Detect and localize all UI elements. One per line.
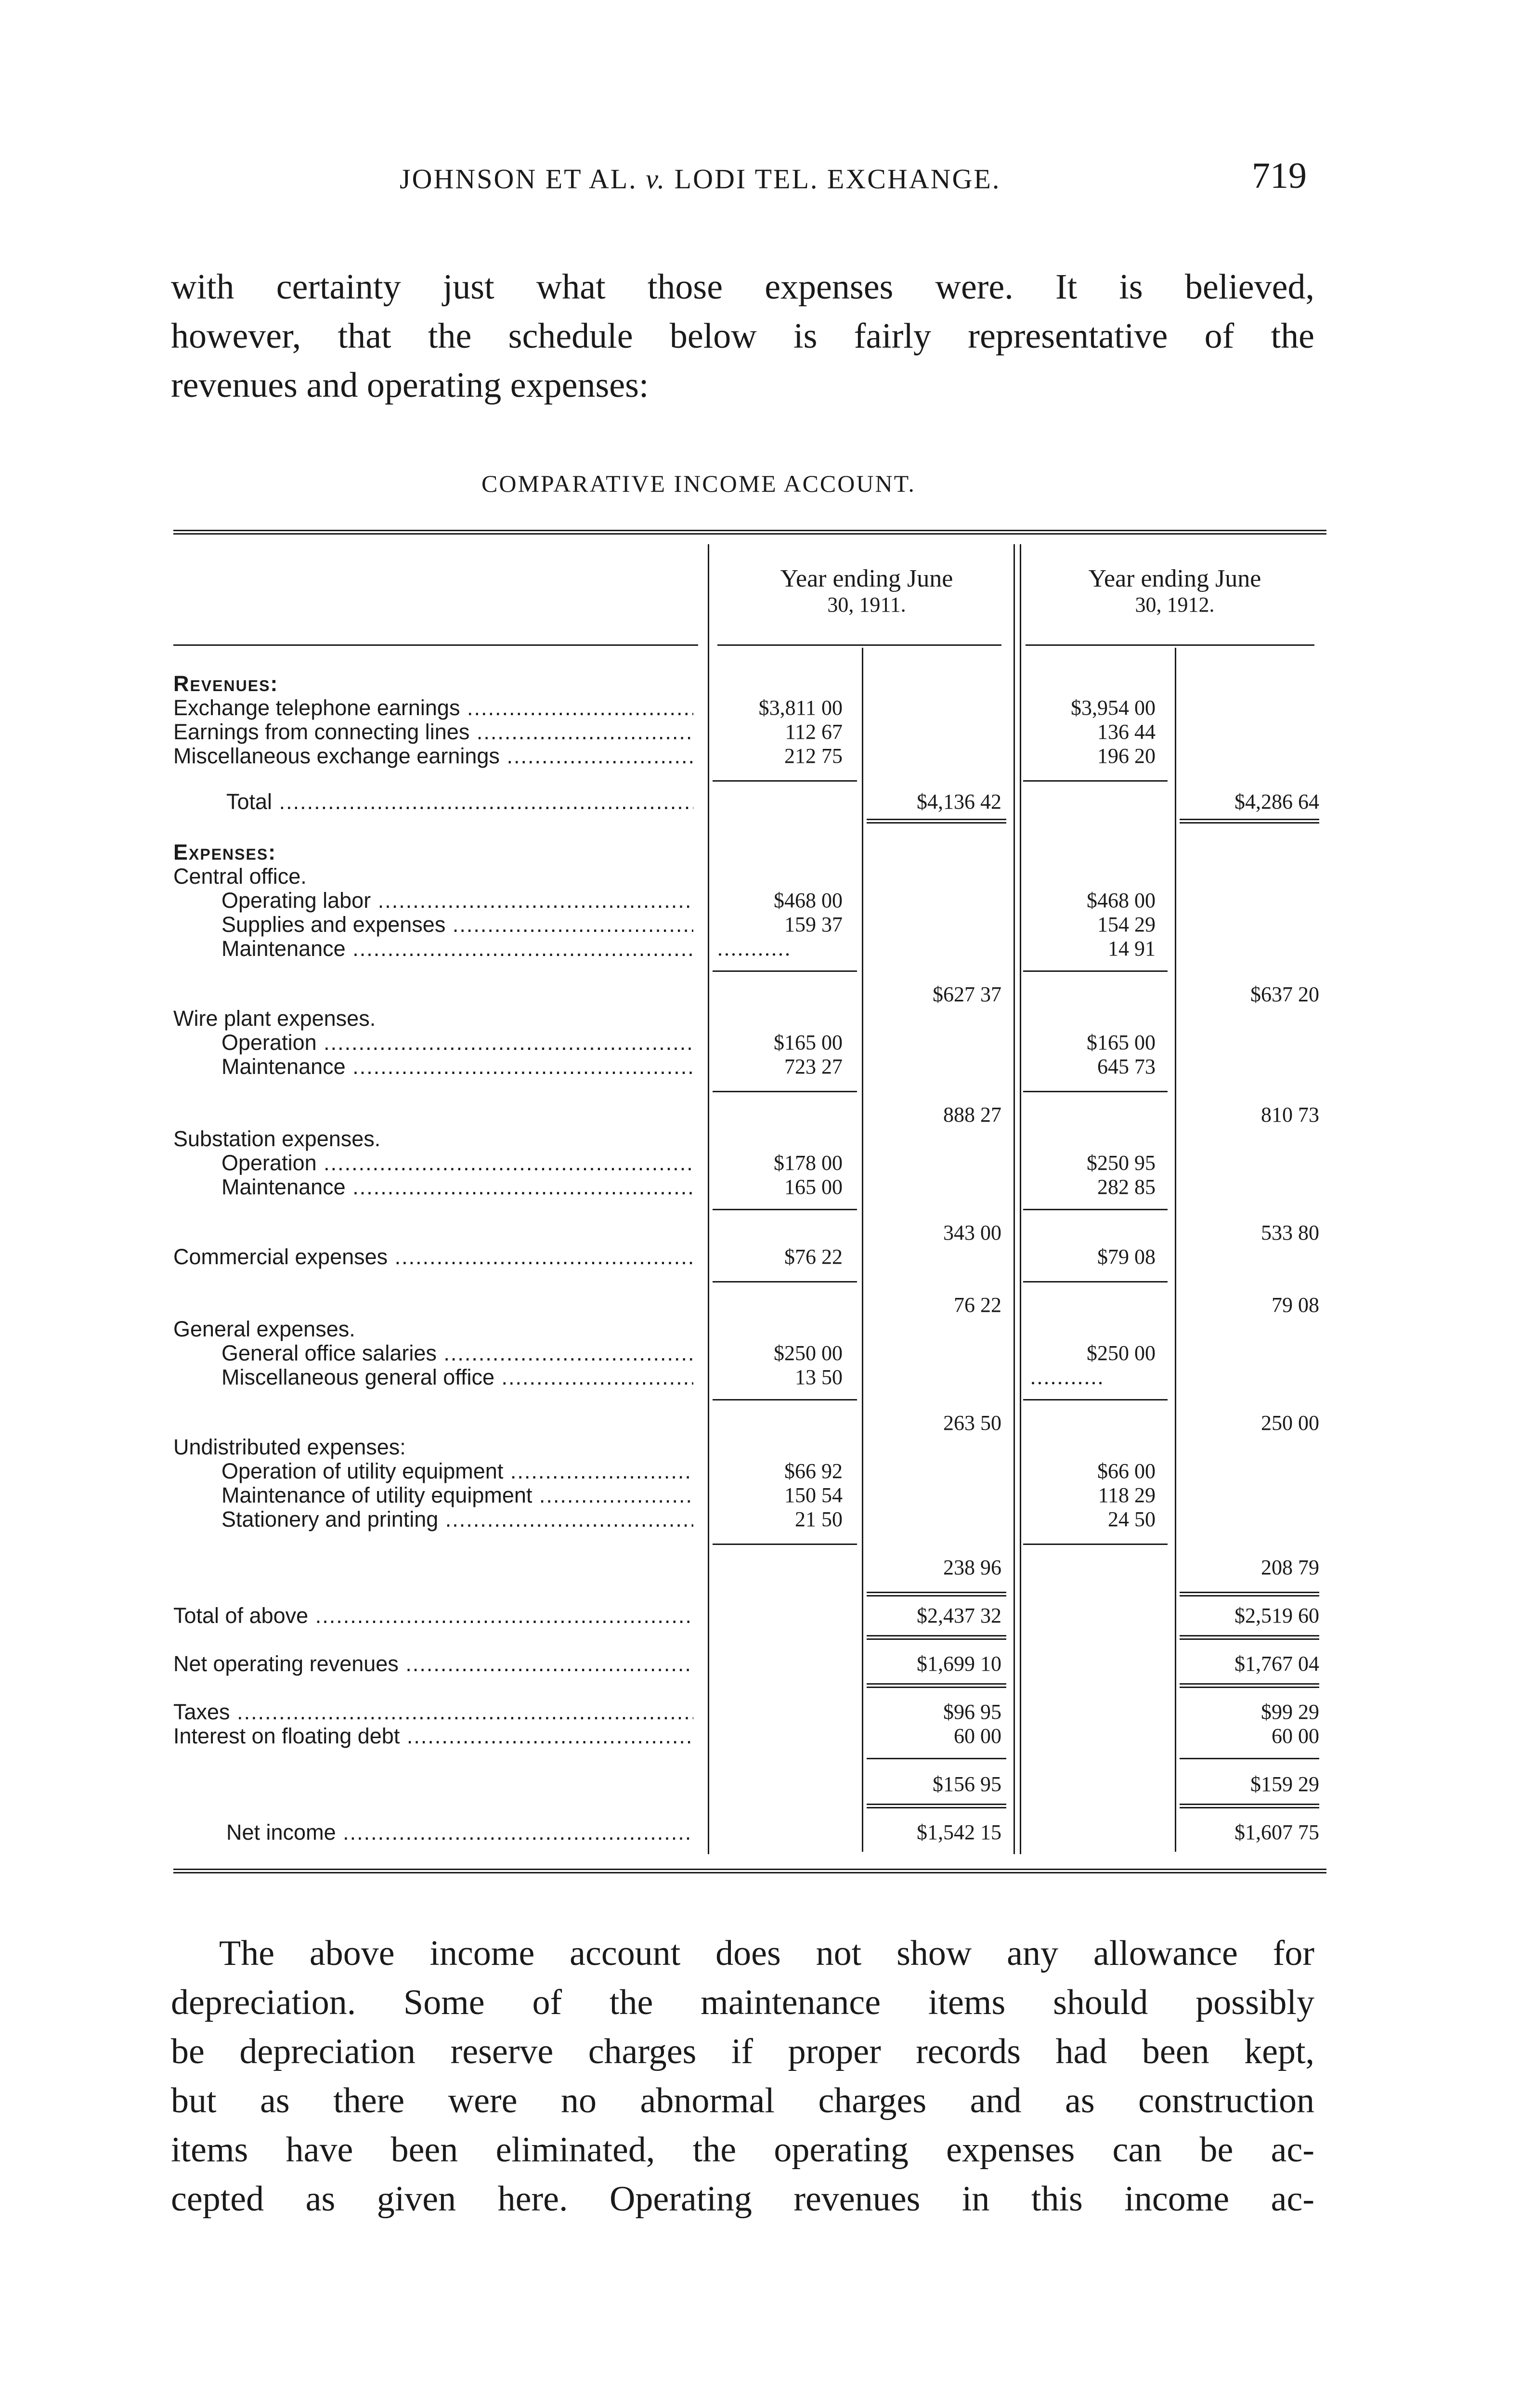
subtotal-rule: [713, 1544, 857, 1545]
row-label: Substation expenses.: [173, 1127, 381, 1151]
value-1912-item: $79 08: [1097, 1245, 1156, 1269]
subtotal-rule: [867, 1758, 1006, 1759]
value-1912-item: $66 00: [1097, 1459, 1156, 1483]
value-1911-total: 888 27: [943, 1103, 1001, 1126]
value-1912-total: $2,519 60: [1234, 1604, 1319, 1627]
row-label: Operating labor .....: [221, 889, 693, 913]
value-1911-total: $4,136 42: [917, 790, 1001, 813]
table-row: [173, 1293, 1329, 1317]
value-1911-total: 238 96: [943, 1556, 1001, 1579]
subtotal-rule: [1023, 970, 1168, 972]
closing-line: items have been eliminated, the operating expenses can be ac-: [171, 2130, 1314, 2170]
row-label: Maintenance of utility equipment .....: [221, 1483, 693, 1507]
table-top-rule: [173, 530, 1326, 535]
subtotal-rule: [1023, 1281, 1168, 1283]
table-row: [173, 840, 1329, 864]
closing-line: The above income account does not show any allowance for: [219, 1934, 1314, 1973]
column-header-1912-line2: 30, 1912.: [1135, 593, 1215, 616]
value-1912-total: $159 29: [1250, 1772, 1319, 1796]
closing-paragraph: [171, 1929, 1314, 2224]
value-1912-total: 810 73: [1261, 1103, 1319, 1126]
column-header-1911-line2: 30, 1911.: [827, 593, 906, 616]
table-row: [173, 864, 1329, 889]
table-row: [173, 744, 1329, 768]
row-label: Undistributed expenses:: [173, 1435, 406, 1459]
value-1912-total: 60 00: [1272, 1724, 1319, 1748]
value-1911-total: 343 00: [943, 1221, 1001, 1244]
table-row: [173, 1652, 1329, 1676]
table-row: [173, 696, 1329, 720]
total-double-rule: [867, 1804, 1006, 1808]
value-1912-item: $165 00: [1087, 1031, 1156, 1054]
table-row: [173, 1175, 1329, 1199]
row-label: Taxes .....: [173, 1700, 693, 1724]
table-row: [173, 1820, 1329, 1845]
total-double-rule: [1180, 1683, 1319, 1688]
total-double-rule: [867, 1683, 1006, 1688]
total-double-rule: [1180, 819, 1319, 824]
running-head-left: JOHNSON ET AL.: [400, 163, 637, 195]
table-row: [173, 1772, 1329, 1796]
table-row: [173, 913, 1329, 937]
column-header-1912-line1: Year ending June: [1088, 565, 1261, 592]
value-1912-total: $1,607 75: [1234, 1820, 1319, 1844]
table-row: [173, 1221, 1329, 1245]
row-label: Expenses:: [173, 840, 277, 864]
total-double-rule: [867, 1635, 1006, 1640]
table-row: [173, 720, 1329, 744]
row-label: Net income .....: [226, 1820, 693, 1845]
table-row: [173, 1055, 1329, 1079]
row-label: Stationery and printing .....: [221, 1507, 693, 1531]
page-number: 719: [1252, 156, 1307, 196]
value-1912-total: $4,286 64: [1234, 790, 1319, 813]
value-1911-item: 723 27: [784, 1055, 843, 1078]
total-double-rule: [1180, 1592, 1319, 1597]
row-label: Miscellaneous general office .....: [221, 1365, 693, 1389]
table-row: [173, 1604, 1329, 1628]
row-label: Net operating revenues .....: [173, 1652, 693, 1676]
blank-value-dots: ...........: [1030, 1365, 1104, 1389]
table-row: [173, 1007, 1329, 1031]
closing-line: be depreciation reserve charges if proper records had been kept,: [171, 2032, 1314, 2071]
subtotal-rule: [713, 1399, 857, 1400]
running-head: [400, 163, 1000, 195]
value-1912-total: 533 80: [1261, 1221, 1319, 1244]
table-row: [173, 937, 1329, 961]
table-row: [173, 1365, 1329, 1389]
value-1911-total: $156 95: [933, 1772, 1001, 1796]
value-1911-item: $165 00: [774, 1031, 843, 1054]
table-row: [173, 1700, 1329, 1724]
header-rule: [1026, 644, 1314, 646]
table-row: [173, 1031, 1329, 1055]
row-label: Maintenance .....: [221, 1055, 693, 1079]
row-label: Miscellaneous exchange earnings .....: [173, 744, 693, 768]
row-label: Revenues:: [173, 672, 279, 696]
value-1911-total: $2,437 32: [917, 1604, 1001, 1627]
row-label: Operation .....: [221, 1031, 693, 1055]
row-label: Exchange telephone earnings .....: [173, 696, 693, 720]
intro-paragraph: [171, 262, 1314, 410]
intro-line: revenues and operating expenses:: [171, 366, 649, 405]
subtotal-rule: [713, 970, 857, 972]
value-1912-item: 118 29: [1098, 1483, 1156, 1507]
row-label: Maintenance .....: [221, 937, 693, 961]
value-1911-total: $627 37: [933, 982, 1001, 1006]
table-row: [173, 1556, 1329, 1580]
running-head-right: LODI TEL. EXCHANGE.: [674, 163, 1001, 195]
table-row: [173, 1507, 1329, 1531]
value-1912-total: $637 20: [1250, 982, 1319, 1006]
table-row: [173, 1127, 1329, 1151]
closing-line: but as there were no abnormal charges and as construction: [171, 2081, 1314, 2120]
value-1911-item: 150 54: [784, 1483, 843, 1507]
subtotal-rule: [713, 1281, 857, 1283]
value-1911-total: $96 95: [943, 1700, 1001, 1724]
value-1912-item: 645 73: [1097, 1055, 1156, 1078]
value-1911-item: $66 92: [784, 1459, 843, 1483]
value-1911-total: 76 22: [954, 1293, 1001, 1317]
value-1912-item: 136 44: [1097, 720, 1156, 744]
subtotal-rule: [1180, 1758, 1319, 1759]
row-label: Wire plant expenses.: [173, 1007, 376, 1031]
value-1911-item: 212 75: [784, 744, 843, 768]
value-1912-total: 79 08: [1272, 1293, 1319, 1317]
value-1911-item: 159 37: [784, 913, 843, 936]
row-label: Commercial expenses .....: [173, 1245, 693, 1269]
total-double-rule: [867, 1592, 1006, 1597]
table-row: [173, 672, 1329, 696]
value-1912-total: $1,767 04: [1234, 1652, 1319, 1675]
row-label: Maintenance .....: [221, 1175, 693, 1199]
table-row: [173, 1724, 1329, 1748]
row-label: Total of above .....: [173, 1604, 693, 1628]
subtotal-rule: [713, 780, 857, 782]
table-title: COMPARATIVE INCOME ACCOUNT.: [481, 470, 916, 497]
subtotal-rule: [713, 1091, 857, 1092]
blank-value-dots: ...........: [717, 937, 792, 960]
intro-line: with certainty just what those expenses were. It is believed,: [171, 267, 1314, 307]
table-row: [173, 1103, 1329, 1127]
value-1911-item: $468 00: [774, 889, 843, 912]
table-row: [173, 889, 1329, 913]
value-1911-total: 60 00: [954, 1724, 1001, 1748]
table-row: [173, 1459, 1329, 1483]
row-label: General office salaries .....: [221, 1341, 693, 1365]
value-1912-item: 14 91: [1108, 937, 1156, 960]
value-1911-item: $76 22: [784, 1245, 843, 1269]
value-1912-item: $3,954 00: [1071, 696, 1156, 720]
total-double-rule: [1180, 1635, 1319, 1640]
subtotal-rule: [713, 1209, 857, 1210]
column-header-1912: [1026, 566, 1324, 618]
value-1912-total: $99 29: [1261, 1700, 1319, 1724]
value-1911-item: 13 50: [795, 1365, 843, 1389]
row-label: Earnings from connecting lines .....: [173, 720, 693, 744]
value-1911-item: 165 00: [784, 1175, 843, 1199]
row-label: Central office.: [173, 864, 307, 889]
subtotal-rule: [1023, 1209, 1168, 1210]
row-label: Total .....: [226, 790, 693, 814]
header-rule: [717, 644, 1001, 646]
subtotal-rule: [1023, 1091, 1168, 1092]
value-1911-item: 112 67: [785, 720, 843, 744]
value-1912-total: 208 79: [1261, 1556, 1319, 1579]
value-1912-item: 196 20: [1097, 744, 1156, 768]
subtotal-rule: [1023, 1399, 1168, 1400]
row-label: Interest on floating debt .....: [173, 1724, 693, 1748]
closing-line: cepted as given here. Operating revenues in this income ac-: [171, 2179, 1314, 2219]
table-row: [173, 1317, 1329, 1341]
table-row: [173, 1435, 1329, 1459]
column-header-1911: [717, 566, 1016, 618]
row-label: Supplies and expenses .....: [221, 913, 693, 937]
header-rule: [173, 644, 698, 646]
value-1911-item: $178 00: [774, 1151, 843, 1175]
subtotal-rule: [1023, 1544, 1168, 1545]
table-row: [173, 1483, 1329, 1507]
total-double-rule: [867, 819, 1006, 824]
table-row: [173, 1151, 1329, 1175]
table-bottom-rule: [173, 1869, 1326, 1873]
value-1912-item: 24 50: [1108, 1507, 1156, 1531]
table-row: [173, 1341, 1329, 1365]
value-1912-total: 250 00: [1261, 1411, 1319, 1435]
row-label: General expenses.: [173, 1317, 355, 1341]
closing-line: depreciation. Some of the maintenance items should possibly: [171, 1983, 1314, 2022]
value-1912-item: 282 85: [1097, 1175, 1156, 1199]
intro-line: however, that the schedule below is fairly representative of the: [171, 316, 1314, 356]
table-row: [173, 790, 1329, 814]
running-head-vs: v.: [646, 163, 666, 195]
value-1912-item: $250 00: [1087, 1341, 1156, 1365]
column-header-1911-line1: Year ending June: [780, 565, 953, 592]
table-row: [173, 1245, 1329, 1269]
row-label: Operation .....: [221, 1151, 693, 1175]
subtotal-rule: [1023, 780, 1168, 782]
value-1911-item: 21 50: [795, 1507, 843, 1531]
value-1911-item: $250 00: [774, 1341, 843, 1365]
row-label: Operation of utility equipment .....: [221, 1459, 693, 1483]
total-double-rule: [1180, 1804, 1319, 1808]
value-1912-item: 154 29: [1097, 913, 1156, 936]
value-1911-total: 263 50: [943, 1411, 1001, 1435]
value-1912-item: $468 00: [1087, 889, 1156, 912]
value-1911-total: $1,542 15: [917, 1820, 1001, 1844]
value-1911-item: $3,811 00: [758, 696, 843, 720]
value-1912-item: $250 95: [1087, 1151, 1156, 1175]
table-row: [173, 982, 1329, 1007]
table-row: [173, 1411, 1329, 1435]
value-1911-total: $1,699 10: [917, 1652, 1001, 1675]
